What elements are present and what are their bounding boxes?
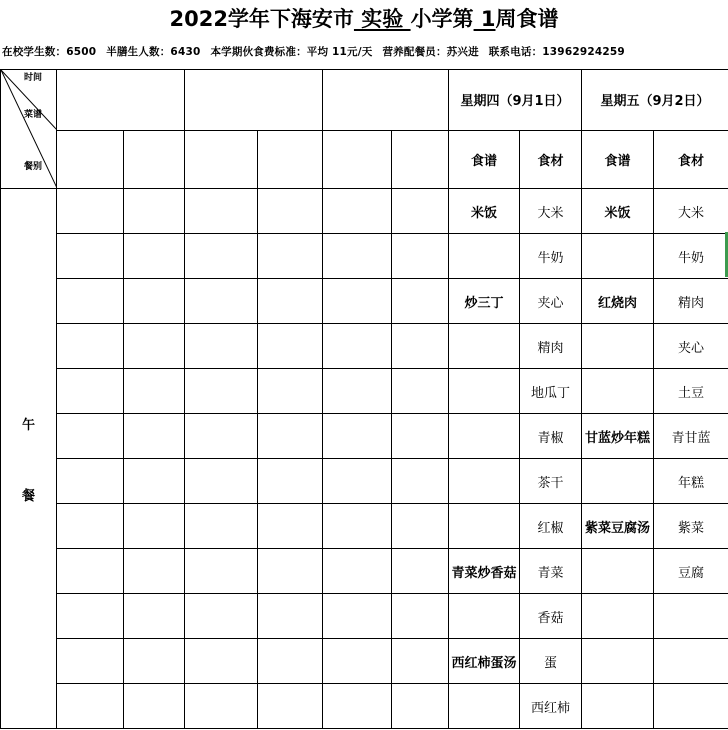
thursday-dish: 西红柿蛋汤 <box>449 639 520 684</box>
friday-ingredient: 夹心 <box>654 324 728 369</box>
day-3-dish-header <box>323 130 392 189</box>
table-row <box>1 279 728 324</box>
thursday-ingredient: 红椒 <box>520 504 582 549</box>
thursday-ingredient: 夹心 <box>520 279 582 324</box>
empty-cell <box>392 234 449 279</box>
thursday-dish <box>449 234 520 279</box>
empty-cell <box>258 459 323 504</box>
thursday-ingredient: 青菜 <box>520 549 582 594</box>
empty-cell <box>392 684 449 729</box>
thursday-dish-header: 食谱 <box>449 130 520 189</box>
empty-cell <box>392 504 449 549</box>
day-1-dish-header <box>57 130 124 189</box>
friday-ingredient <box>654 684 728 729</box>
title-week: 1 <box>473 7 496 31</box>
thursday-dish <box>449 414 520 459</box>
thursday-dish <box>449 369 520 414</box>
thursday-ingredient: 西红柿 <box>520 684 582 729</box>
thursday-dish: 米饭 <box>449 189 520 234</box>
thursday-dish <box>449 684 520 729</box>
sub-header-row <box>1 130 728 189</box>
empty-cell <box>323 234 392 279</box>
title-mid: 小学第 <box>410 7 474 31</box>
day-thursday-header: 星期四（9月1日） <box>449 70 582 131</box>
empty-cell <box>258 279 323 324</box>
empty-cell <box>57 639 124 684</box>
empty-cell <box>57 369 124 414</box>
table-row <box>1 369 728 414</box>
empty-cell <box>323 414 392 459</box>
empty-cell <box>258 189 323 234</box>
day-1-header <box>57 70 185 131</box>
empty-cell <box>323 639 392 684</box>
empty-cell <box>124 369 185 414</box>
empty-cell <box>124 549 185 594</box>
friday-dish <box>582 594 654 639</box>
friday-ingredient: 大米 <box>654 189 728 234</box>
empty-cell <box>392 639 449 684</box>
empty-cell <box>323 369 392 414</box>
day-header-row <box>1 70 728 131</box>
table-row <box>1 549 728 594</box>
table-row <box>1 684 728 729</box>
friday-ingredient: 精肉 <box>654 279 728 324</box>
friday-ingredient: 青甘蓝 <box>654 414 728 459</box>
table-row <box>1 639 728 684</box>
empty-cell <box>185 369 258 414</box>
thursday-ingredient: 精肉 <box>520 324 582 369</box>
friday-dish-header: 食谱 <box>582 130 654 189</box>
thursday-ingredient: 蛋 <box>520 639 582 684</box>
empty-cell <box>57 414 124 459</box>
empty-cell <box>258 369 323 414</box>
table-row <box>1 324 728 369</box>
day-2-header <box>185 70 323 131</box>
empty-cell <box>185 279 258 324</box>
empty-cell <box>185 504 258 549</box>
empty-cell <box>392 549 449 594</box>
empty-cell <box>124 234 185 279</box>
friday-dish: 米饭 <box>582 189 654 234</box>
empty-cell <box>185 549 258 594</box>
thursday-dish <box>449 324 520 369</box>
friday-dish <box>582 324 654 369</box>
day-1-ing-header <box>124 130 185 189</box>
friday-ingredient <box>654 594 728 639</box>
empty-cell <box>323 549 392 594</box>
empty-cell <box>392 414 449 459</box>
friday-ingredient: 紫菜 <box>654 504 728 549</box>
empty-cell <box>258 414 323 459</box>
friday-dish: 红烧肉 <box>582 279 654 324</box>
title-prefix: 2022学年下海安市 <box>169 7 354 31</box>
meal-char-1: 午 <box>21 417 35 433</box>
empty-cell <box>323 189 392 234</box>
title-school: 实验 <box>353 7 411 31</box>
thursday-dish: 炒三丁 <box>449 279 520 324</box>
empty-cell <box>185 459 258 504</box>
empty-cell <box>57 324 124 369</box>
empty-cell <box>124 639 185 684</box>
empty-cell <box>185 639 258 684</box>
thursday-ingredient: 青椒 <box>520 414 582 459</box>
page-title <box>0 0 728 38</box>
thursday-dish: 青菜炒香菇 <box>449 549 520 594</box>
empty-cell <box>57 279 124 324</box>
friday-dish <box>582 369 654 414</box>
info-phone: 联系电话：13962924259 <box>488 46 625 58</box>
empty-cell <box>323 279 392 324</box>
empty-cell <box>323 324 392 369</box>
empty-cell <box>185 189 258 234</box>
day-2-dish-header <box>185 130 258 189</box>
friday-ingredient: 牛奶 <box>654 234 728 279</box>
empty-cell <box>392 369 449 414</box>
empty-cell <box>185 324 258 369</box>
day-3-ing-header <box>392 130 449 189</box>
empty-cell <box>258 549 323 594</box>
empty-cell <box>124 279 185 324</box>
empty-cell <box>258 324 323 369</box>
friday-dish: 紫菜豆腐汤 <box>582 504 654 549</box>
empty-cell <box>57 504 124 549</box>
empty-cell <box>323 684 392 729</box>
empty-cell <box>392 189 449 234</box>
empty-cell <box>258 234 323 279</box>
table-row <box>1 234 728 279</box>
empty-cell <box>392 594 449 639</box>
empty-cell <box>57 189 124 234</box>
empty-cell <box>185 234 258 279</box>
thursday-ingredient: 茶干 <box>520 459 582 504</box>
info-halfboard: 半膳生人数：6430 <box>106 46 201 58</box>
empty-cell <box>185 414 258 459</box>
empty-cell <box>124 414 185 459</box>
empty-cell <box>323 504 392 549</box>
friday-dish <box>582 684 654 729</box>
empty-cell <box>124 189 185 234</box>
friday-ingredient: 豆腐 <box>654 549 728 594</box>
friday-dish <box>582 234 654 279</box>
info-line <box>2 44 728 60</box>
day-friday-header: 星期五（9月2日） <box>582 70 728 131</box>
meal-char-2: 餐 <box>21 488 35 504</box>
table-row <box>1 459 728 504</box>
menu-body <box>1 189 728 729</box>
empty-cell <box>185 684 258 729</box>
thursday-ing-header: 食材 <box>520 130 582 189</box>
empty-cell <box>392 324 449 369</box>
empty-cell <box>323 594 392 639</box>
empty-cell <box>57 549 124 594</box>
thursday-ingredient: 牛奶 <box>520 234 582 279</box>
table-row <box>1 594 728 639</box>
empty-cell <box>124 684 185 729</box>
friday-dish <box>582 639 654 684</box>
empty-cell <box>392 279 449 324</box>
thursday-ingredient: 大米 <box>520 189 582 234</box>
day-3-header <box>323 70 449 131</box>
menu-table <box>0 69 728 729</box>
friday-dish <box>582 549 654 594</box>
thursday-ingredient: 香菇 <box>520 594 582 639</box>
empty-cell <box>392 459 449 504</box>
info-fee: 本学期伙食费标准：平均 11元/天 <box>210 46 373 58</box>
empty-cell <box>185 594 258 639</box>
empty-cell <box>124 324 185 369</box>
empty-cell <box>57 234 124 279</box>
corner-time-label: 时间 <box>24 73 43 83</box>
empty-cell <box>323 459 392 504</box>
title-suffix: 周食谱 <box>495 7 559 31</box>
empty-cell <box>258 684 323 729</box>
info-students: 在校学生数：6500 <box>2 46 97 58</box>
empty-cell <box>258 594 323 639</box>
empty-cell <box>124 504 185 549</box>
empty-cell <box>57 594 124 639</box>
thursday-dish <box>449 459 520 504</box>
thursday-ingredient: 地瓜丁 <box>520 369 582 414</box>
info-nutritionist: 营养配餐员：苏兴进 <box>382 46 479 58</box>
friday-dish <box>582 459 654 504</box>
corner-menu-label: 菜谱 <box>24 110 43 120</box>
day-2-ing-header <box>258 130 323 189</box>
empty-cell <box>258 639 323 684</box>
empty-cell <box>57 684 124 729</box>
friday-dish: 甘蓝炒年糕 <box>582 414 654 459</box>
table-row <box>1 504 728 549</box>
table-row <box>1 189 728 234</box>
friday-ingredient: 年糕 <box>654 459 728 504</box>
empty-cell <box>124 594 185 639</box>
friday-ing-header: 食材 <box>654 130 728 189</box>
thursday-dish <box>449 594 520 639</box>
empty-cell <box>124 459 185 504</box>
friday-ingredient <box>654 639 728 684</box>
meal-label-cell <box>1 189 57 729</box>
table-row <box>1 414 728 459</box>
corner-cell <box>1 70 57 189</box>
friday-ingredient: 土豆 <box>654 369 728 414</box>
corner-meal-label: 餐别 <box>24 162 43 172</box>
empty-cell <box>258 504 323 549</box>
thursday-dish <box>449 504 520 549</box>
empty-cell <box>57 459 124 504</box>
